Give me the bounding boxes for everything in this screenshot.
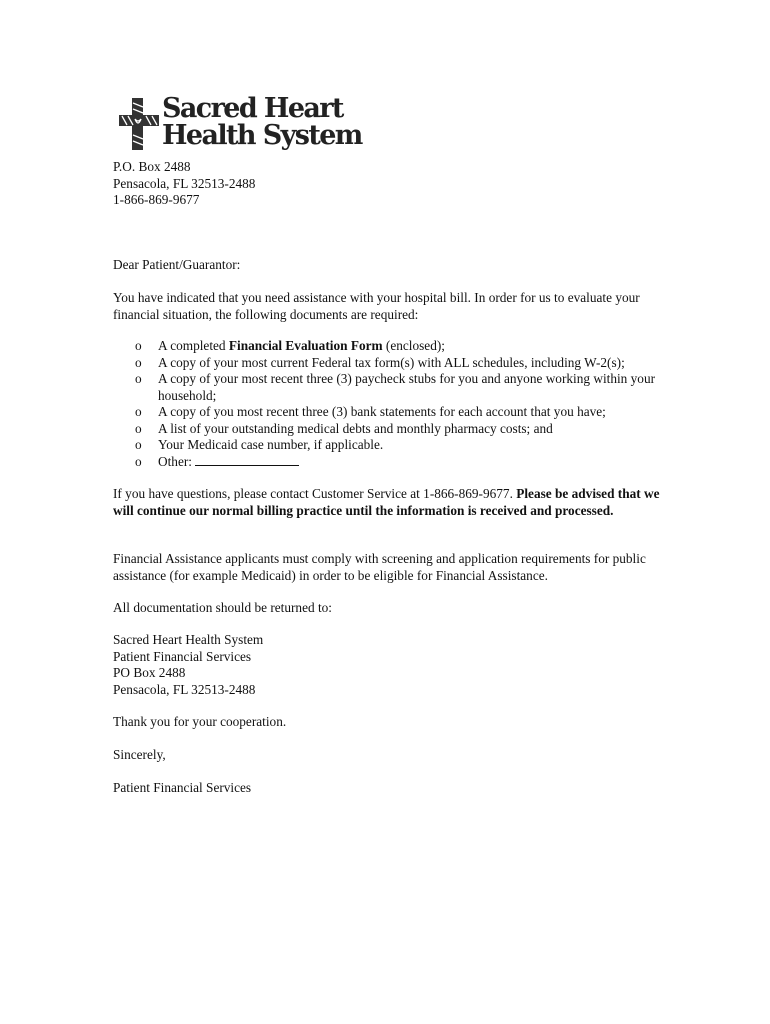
list-item: o Your Medicaid case number, if applicable.: [113, 437, 673, 454]
logo-text-line1: Sacred Heart: [162, 93, 343, 124]
address-line: P.O. Box 2488: [113, 159, 191, 174]
list-item: o A list of your outstanding medical debts and monthly pharmacy costs; and: [113, 421, 673, 438]
bullet: o: [135, 354, 142, 370]
list-item: o A completed Financial Evaluation Form (enclosed);: [113, 338, 673, 355]
list-item: o A copy of your most current Federal tax form(s) with ALL schedules, including W-2(s);: [113, 355, 673, 372]
return-instruction: All documentation should be returned to:: [113, 600, 332, 615]
address-line: Pensacola, FL 32513-2488: [113, 681, 256, 697]
salutation: Dear Patient/Guarantor:: [113, 257, 241, 272]
form-name: Financial Evaluation Form: [228, 338, 383, 353]
requirements-list: [113, 338, 673, 470]
signature: Patient Financial Services: [113, 780, 252, 795]
address-line: Sacred Heart Health System: [113, 632, 264, 647]
list-item: o A copy of you most recent three (3) bank statements for each account that you have;: [113, 404, 673, 421]
cross-emblem-icon: [118, 97, 162, 153]
contact-paragraph: If you have questions, please contact Customer Service at 1-866-869-9677. Please be advised that we will continue our normal billing practice until the information is received and processed.: [113, 486, 660, 518]
closing: Sincerely,: [113, 747, 166, 762]
return-address: [113, 632, 673, 698]
bullet: o: [135, 453, 142, 469]
thanks-line: Thank you for your cooperation.: [113, 714, 287, 729]
sender-address: [113, 159, 255, 209]
logo-text-line2: Health System: [162, 120, 362, 151]
bullet: o: [135, 371, 142, 386]
address-line: PO Box 2488: [113, 665, 186, 680]
billing-notice: Please be advised that we will continue our normal billing practice until the information is received and processed.: [113, 486, 660, 518]
address-line: Pensacola, FL 32513-2488: [113, 175, 256, 191]
bullet: o: [135, 404, 142, 419]
assistance-paragraph: Financial Assistance applicants must comply with screening and application requirements for public assistance (for example Medicaid) in order to be eligible for Financial Assistance.: [113, 551, 646, 583]
address-phone: 1-866-869-9677: [113, 192, 200, 207]
list-item: o A copy of your most recent three (3) paycheck stubs for you and anyone working within your household;: [113, 371, 673, 404]
organization-logo: [118, 93, 362, 155]
intro-paragraph: You have indicated that you need assistance with your hospital bill. In order for us to evaluate your financial situation, the following documents are required:: [113, 290, 640, 322]
other-blank-line: [195, 454, 299, 466]
bullet: o: [135, 420, 142, 436]
address-line: Patient Financial Services: [113, 648, 252, 664]
list-item: o Other:: [113, 454, 673, 471]
bullet: o: [135, 338, 142, 353]
bullet: o: [135, 437, 142, 452]
